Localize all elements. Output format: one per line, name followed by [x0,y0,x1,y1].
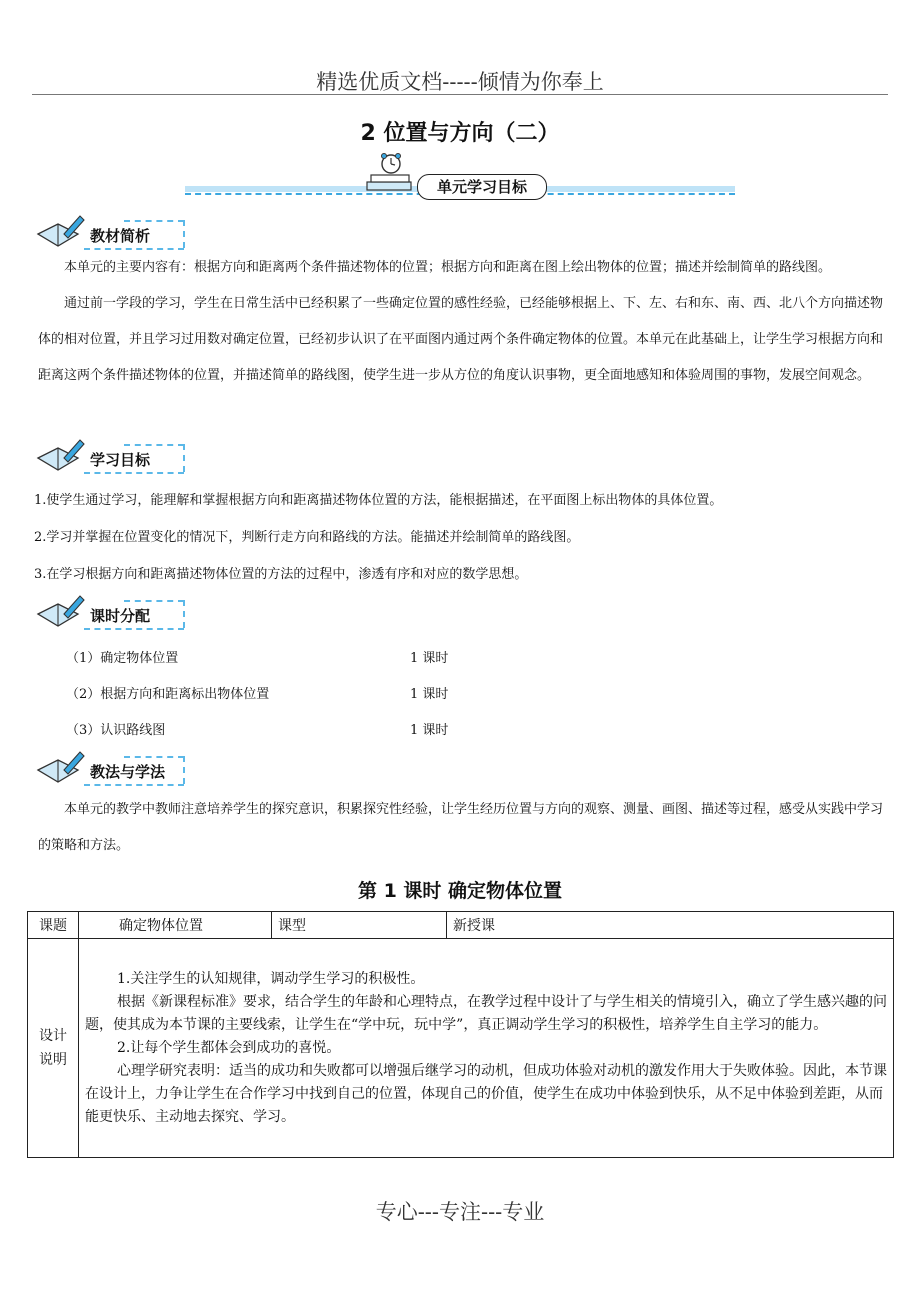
page-header: 精选优质文档-----倾情为你奉上 [316,70,604,94]
section-heading-analysis [34,212,184,254]
unit-banner [185,152,735,200]
section-label: 教法与学法 [90,763,166,781]
banner-label: 单元学习目标 [417,174,547,200]
objective-3: 3.在学习根据方向和距离描述物体位置的方法的过程中，渗透有序和对应的数学思想。 [34,567,528,582]
methods-paragraph: 本单元的教学中教师注意培养学生的探究意识，积累探究性经验，让学生经历位置与方向的观察、测量、画图、描述等过程，感受从实践中学习的策略和方法。 [38,802,884,853]
table-row [28,939,894,1158]
analysis-paragraph-2: 通过前一学段的学习，学生在日常生活中已经积累了一些确定位置的感性经验，已经能够根据上、下、左、右和东、南、西、北八个方向描述物体的相对位置，并且学习过用数对确定位置，已经初步认识了在平面图内通过两个条件确定物体的位置。本单元在此基础上，让学生学习根据方向和距离这两个条件描述物体的位置，并描述简单的路线图，使学生进一步从方位的角度认识事物，更全面地感知和体验周围的事物，发展空间观念。 [38,296,884,383]
book-pencil-icon [34,748,90,790]
section-label: 教材简析 [90,227,151,245]
type-value: 新授课 [447,912,894,939]
section-label: 学习目标 [90,451,151,469]
lesson-info-table [27,911,894,1158]
schedule-item-name: （3）认识路线图 [66,723,166,738]
section-heading-schedule [34,592,184,634]
header-divider [32,94,888,95]
objective-2: 2.学习并掌握在位置变化的情况下，判断行走方向和路线的方法。能描述并绘制简单的路线图。 [34,530,580,545]
schedule-item-hours: 1 课时 [410,651,449,666]
schedule-item-hours: 1 课时 [410,687,449,702]
page-footer: 专心---专注---专业 [375,1200,545,1224]
topic-value: 确定物体位置 [79,912,272,939]
unit-title: 2 位置与方向（二） [360,121,560,146]
table-row [28,912,894,939]
book-pencil-icon [34,212,90,254]
section-heading-methods [34,748,184,790]
design-description: 1.关注学生的认知规律，调动学生学习的积极性。 根据《新课程标准》要求，结合学生的年龄和心理特点，在教学过程中设计了与学生相关的情境引入，确立了学生感兴趣的问题，使其成为本节课的主要线索，让学生在“学中玩，玩中学”，真正调动学生学习的积极性，培养学生自主学习的能力。 2.让每个学生都体会到成功的喜悦。 心理学研究表明：适当的成功和失败都可以增强后继学习的动机，但成功体验对动机的激发作用大于失败体验。因此，本节课在设计上，力争让学生在合作学习中找到自己的位置，体现自己的价值，使学生在成功中体验到快乐，从不足中体验到差距，从而能更快乐、主动地去探究、学习。 [79,939,894,1158]
book-pencil-icon [34,436,90,478]
schedule-item-hours: 1 课时 [410,723,449,738]
topic-label: 课题 [28,912,79,939]
lesson-title: 第 1 课时 确定物体位置 [357,880,563,902]
books-clock-icon [363,152,419,196]
design-label: 设计 说明 [28,939,79,1158]
schedule-item-name: （2）根据方向和距离标出物体位置 [66,687,270,702]
type-label: 课型 [272,912,447,939]
book-pencil-icon [34,592,90,634]
objective-1: 1.使学生通过学习，能理解和掌握根据方向和距离描述物体位置的方法，能根据描述，在平面图上标出物体的具体位置。 [34,493,723,508]
section-heading-objectives [34,436,184,478]
analysis-paragraph-1: 本单元的主要内容有：根据方向和距离两个条件描述物体的位置；根据方向和距离在图上绘出物体的位置；描述并绘制简单的路线图。 [64,260,832,275]
section-label: 课时分配 [90,607,151,625]
schedule-item-name: （1）确定物体位置 [66,651,179,666]
